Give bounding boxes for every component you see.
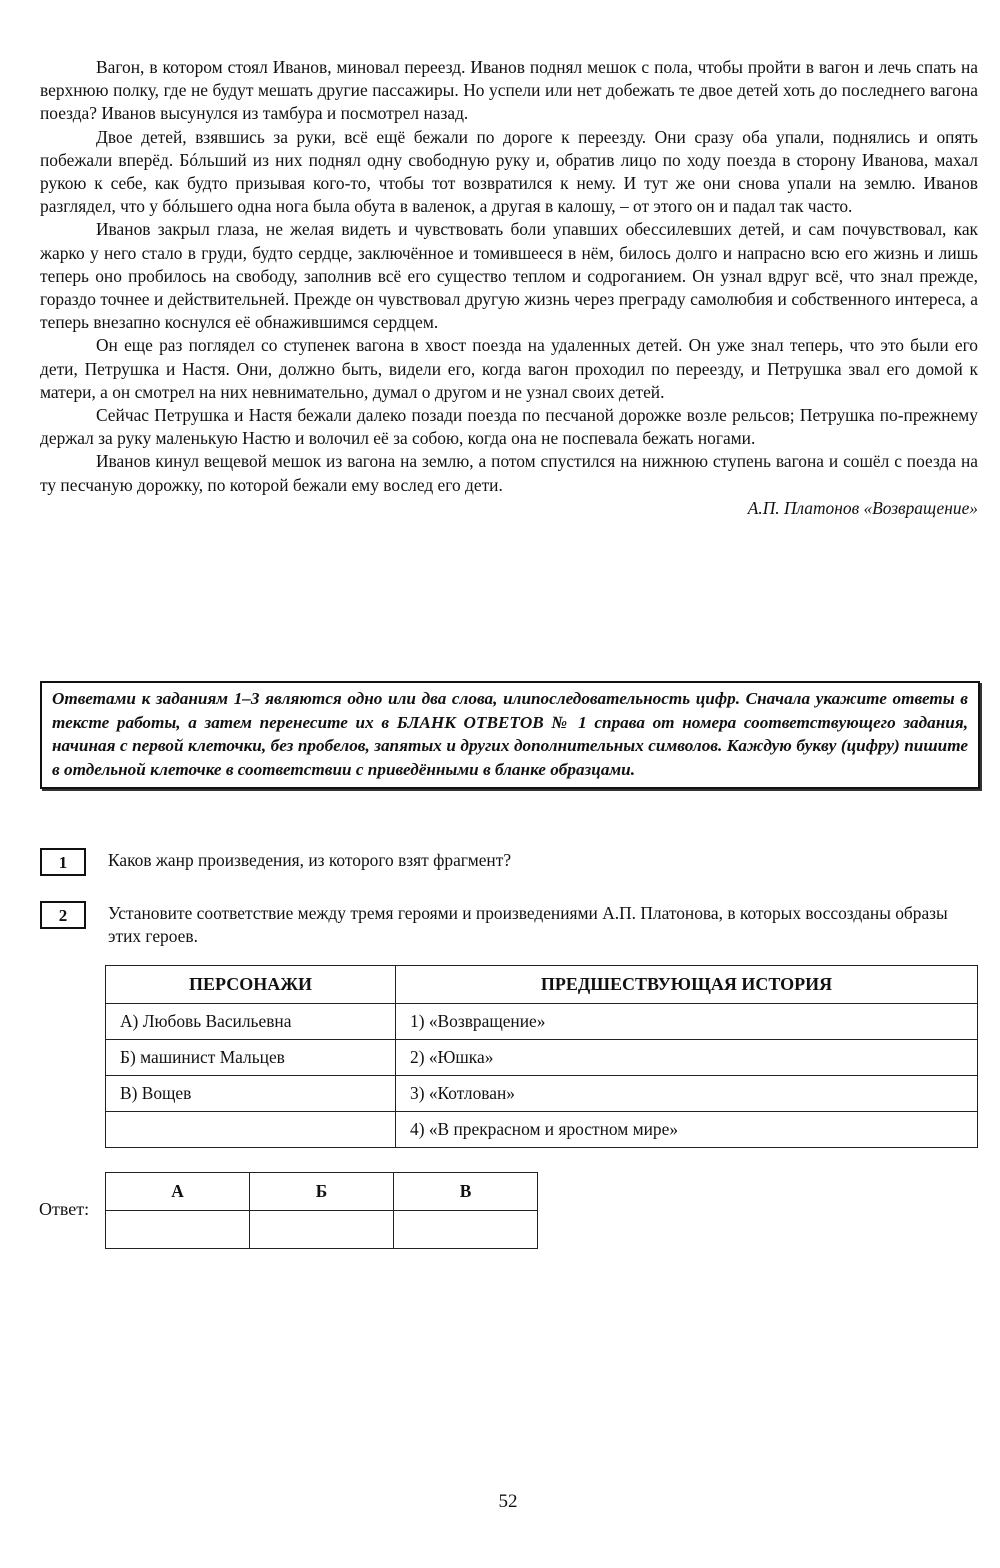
task-question: Каков жанр произведения, из которого взят фрагмент?: [108, 850, 512, 870]
answer-column-a: А: [106, 1173, 250, 1211]
work-cell: 3) «Котлован»: [396, 1076, 978, 1112]
character-cell: [106, 1112, 396, 1148]
task-number-box: 2: [40, 901, 86, 929]
passage-paragraph: Сейчас Петрушка и Настя бежали далеко позади поезда по песчаной дорожке возле рельсов; Петрушка по-прежнему держал за руку маленькую Настю и волочил её за собою, когда она не поспевала бежать ногами.: [40, 405, 978, 449]
answer-cell-a[interactable]: [106, 1211, 250, 1249]
task-question: Установите соответствие между тремя героями и произведениями А.П. Платонова, в которых воссозданы образы этих героев.: [108, 903, 948, 947]
answer-cell-b[interactable]: [250, 1211, 394, 1249]
passage-paragraph: Иванов закрыл глаза, не желая видеть и чувствовать боли упавших обессилевших детей, и сам почувствовал, как жарко у него стало в груди, будто сердце, заключённое и томившееся в нём, билось долго и напрасно всю его жизнь и лишь теперь оно пробилось на свободу, заполнив всё его существо теплом и содроганием. Он узнал вдруг всё, что знал прежде, гораздо точнее и действительней. Прежде он чувствовал другую жизнь через преграду самолюбия и собственного интереса, а теперь внезапно коснулся её обнажившимся сердцем.: [40, 219, 978, 333]
answer-header-row: [106, 1173, 538, 1211]
answer-label: Ответ:: [39, 1199, 90, 1219]
table-row: [106, 1112, 978, 1148]
work-cell: 4) «В прекрасном и яростном мире»: [396, 1112, 978, 1148]
work-cell: 1) «Возвращение»: [396, 1004, 978, 1040]
passage-paragraph: Иванов кинул вещевой мешок из вагона на землю, а потом спустился на нижнюю ступень вагона и сошёл с поезда на ту песчаную дорожку, по которой бежали ему вослед его дети.: [40, 451, 978, 495]
table-row: [106, 1076, 978, 1112]
table-header-row: [106, 966, 978, 1004]
answer-column-v: В: [394, 1173, 538, 1211]
column-header: ПЕРСОНАЖИ: [106, 966, 396, 1004]
table-row: [106, 1040, 978, 1076]
matching-table: [105, 965, 978, 1148]
answer-grid: [105, 1172, 538, 1249]
page-number: 52: [498, 1491, 518, 1512]
answer-input-row: [106, 1211, 538, 1249]
passage-paragraph: Он еще раз поглядел со ступенек вагона в хвост поезда на удаленных детей. Он уже знал теперь, что это были его дети, Петрушка и Настя. Они, должно быть, видели его, когда вагон проходил по переезду, и Петрушка звал его домой к матери, а он смотрел на них невнимательно, думал о другом и не узнал своих детей.: [40, 335, 978, 402]
passage-attribution: А.П. Платонов «Возвращение»: [747, 497, 978, 518]
instruction-box: Ответами к заданиям 1–3 являются одно или два слова, илипоследовательность цифр. Сначала укажите ответы в тексте работы, а затем перенесите их в БЛАНК ОТВЕТОВ № 1 справа от номера соответствующего задания, начиная с первой клеточки, без пробелов, запятых и других дополнительных символов. Каждую букву (цифру) пишите в отдельной клеточке в соответствии с приведёнными в бланке образцами.: [40, 681, 980, 789]
passage-paragraph: Двое детей, взявшись за руки, всё ещё бежали по дороге к переезду. Они сразу оба упали, поднялись и опять побежали вперёд. Бóльший из них поднял одну свободную руку и, обратив лицо по ходу поезда в сторону Иванова, махал рукою к себе, как будто призывая кого-то, чтобы тот возвратился к нему. И тут же они снова упали на землю. Иванов разглядел, что у бóльшего одна нога была обута в валенок, а другая в калошу, – от этого он и падал так часто.: [40, 126, 978, 217]
work-cell: 2) «Юшка»: [396, 1040, 978, 1076]
table-row: [106, 1004, 978, 1040]
task-2: [40, 901, 980, 948]
passage-paragraph: Вагон, в котором стоял Иванов, миновал переезд. Иванов поднял мешок с пола, чтобы пройти в вагон и лечь спать на верхнюю полку, где не будут мешать другие пассажиры. Но успели или нет добежать те двое детей хоть до последнего вагона поезда? Иванов высунулся из тамбура и посмотрел назад.: [40, 57, 978, 124]
character-cell: Б) машинист Мальцев: [106, 1040, 396, 1076]
answer-cell-v[interactable]: [394, 1211, 538, 1249]
character-cell: В) Вощев: [106, 1076, 396, 1112]
literary-passage: [40, 56, 978, 520]
character-cell: А) Любовь Васильевна: [106, 1004, 396, 1040]
column-header: ПРЕДШЕСТВУЮЩАЯ ИСТОРИЯ: [396, 966, 978, 1004]
task-1: [40, 848, 980, 872]
answer-column-b: Б: [250, 1173, 394, 1211]
task-number-box: 1: [40, 848, 86, 876]
